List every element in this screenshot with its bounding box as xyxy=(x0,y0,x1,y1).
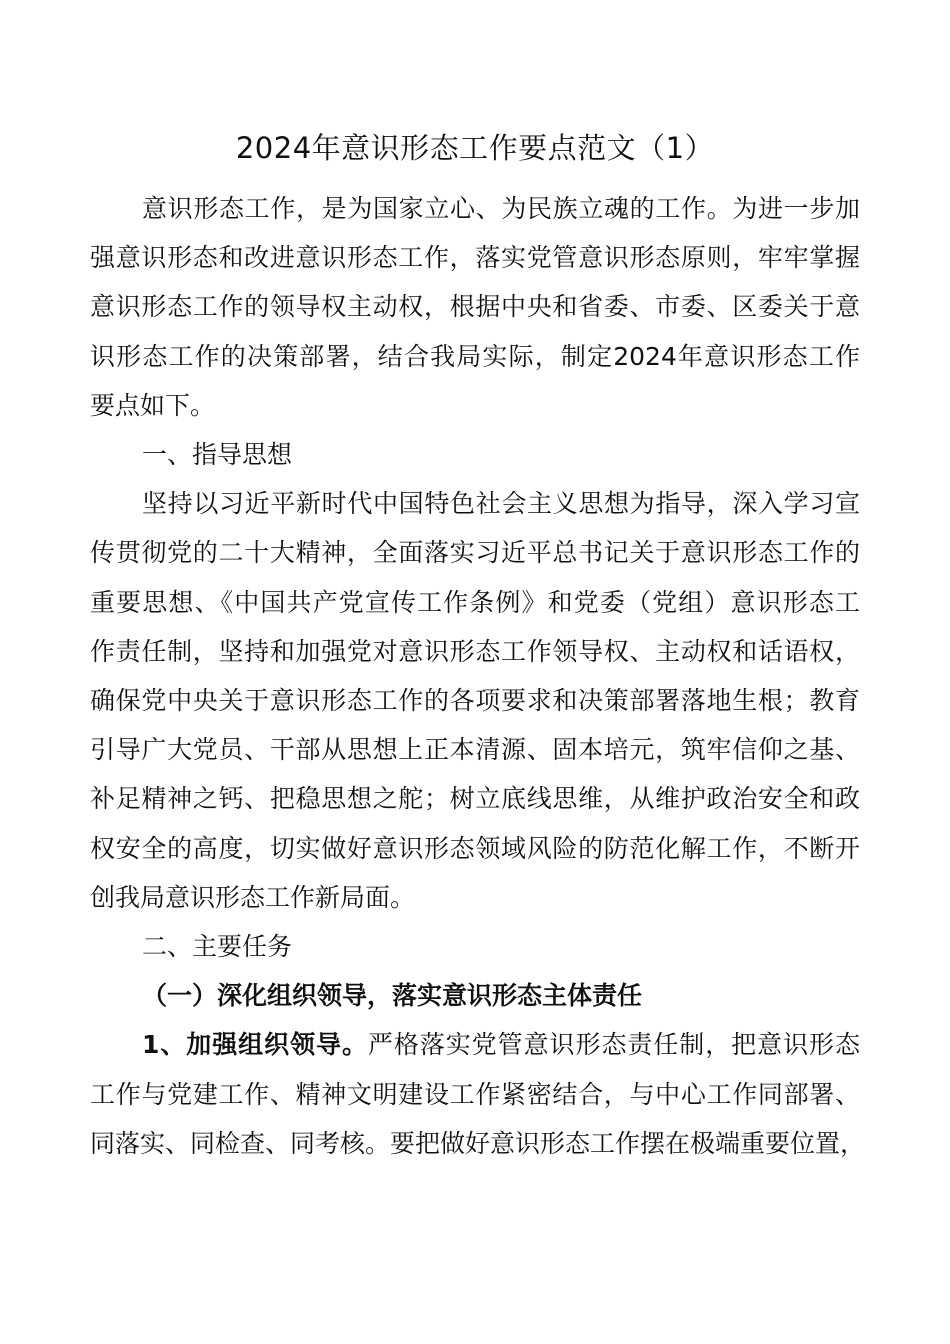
paragraph-line: 意识形态工作的领导权主动权，根据中央和省委、市委、区委关于意 xyxy=(90,292,860,321)
paragraph-line: 传贯彻党的二十大精神，全面落实习近平总书记关于意识形态工作的 xyxy=(90,538,860,567)
paragraph-line: 同落实、同检查、同考核。要把做好意识形态工作摆在极端重要位置， xyxy=(90,1129,866,1158)
paragraph-line: 坚持以习近平新时代中国特色社会主义思想为指导，深入学习宣 xyxy=(142,489,860,518)
paragraph-line: 识形态工作的决策部署，结合我局实际，制定2024年意识形态工作 xyxy=(90,342,860,371)
paragraph-line: 二、主要任务 xyxy=(142,932,293,961)
item-text: 严格落实党管意识形态责任制，把意识形态 xyxy=(367,1030,860,1059)
paragraph-line: （一）深化组织领导，落实意识形态主体责任 xyxy=(142,981,643,1010)
paragraph-line: 确保党中央关于意识形态工作的各项要求和决策部署落地生根；教育 xyxy=(90,686,860,715)
paragraph-line: 权安全的高度，切实做好意识形态领域风险的防范化解工作，不断开 xyxy=(90,834,860,863)
paragraph-line: 工作与党建工作、精神文明建设工作紧密结合，与中心工作同部署、 xyxy=(90,1080,860,1109)
document-title: 2024年意识形态工作要点范文（1） xyxy=(235,131,715,165)
item-lead: 1、加强组织领导。 xyxy=(142,1030,368,1059)
paragraph-line: 要点如下。 xyxy=(90,391,216,420)
paragraph-line xyxy=(142,1020,860,1069)
paragraph-line: 意识形态工作，是为国家立心、为民族立魂的工作。为进一步加 xyxy=(142,194,860,223)
paragraph-line: 作责任制，坚持和加强党对意识形态工作领导权、主动权和话语权， xyxy=(90,637,860,666)
paragraph-line: 重要思想、《中国共产党宣传工作条例》和党委（党组）意识形态工 xyxy=(90,588,860,617)
paragraph-line: 引导广大党员、干部从思想上正本清源、固本培元，筑牢信仰之基、 xyxy=(90,735,860,764)
paragraph-line: 强意识形态和改进意识形态工作，落实党管意识形态原则，牢牢掌握 xyxy=(90,243,860,272)
paragraph-line: 创我局意识形态工作新局面。 xyxy=(90,883,416,912)
paragraph-line: 一、指导思想 xyxy=(142,440,293,469)
paragraph-line: 补足精神之钙、把稳思想之舵；树立底线思维，从维护政治安全和政 xyxy=(90,784,860,813)
